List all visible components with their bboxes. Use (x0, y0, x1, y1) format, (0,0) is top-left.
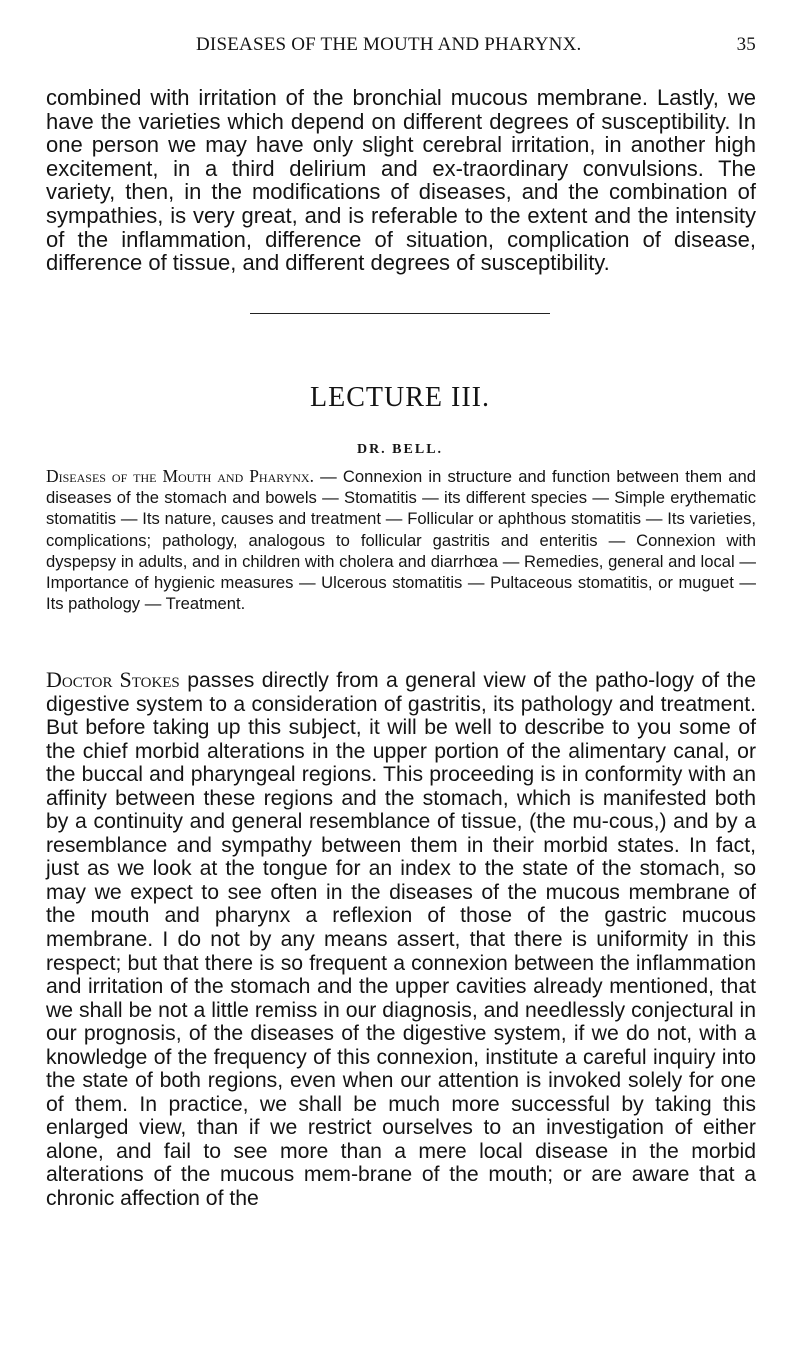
lecture-title: LECTURE III. (310, 382, 490, 413)
section-divider (250, 313, 550, 314)
paragraph-text: passes directly from a general view of the patho-logy of the digestive system to a consideration of gastritis, its pathology and treatment. But before taking up this subject, it will be well to describe to you some of the chief morbid alterations in the upper portion of the alimentary canal, or the buccal and pharyngeal regions. This proceeding is in conformity with an affinity between these regions and the stomach, which is manifested both by a continuity and general resemblance of tissue, (the mu-cous,) and by a resemblance and sympathy between them in their morbid states. In fact, just as we look at the tongue for an index to the state of the stomach, so may we expect to see often in the diseases of the mucous membrane of the mouth and pharynx a reflexion of those of the gastric mucous membrane. I do not by any means assert, that there is uniformity in this respect; but that there is so frequent a connexion between the inflammation and irritation of the stomach and the upper cavities already mentioned, that we shall be not a little remiss in our diagnosis, and needlessly conjectural in our prognosis, of the diseases of the digestive system, if we do not, with a knowledge of the frequency of this connexion, institute a careful inquiry into the state of both regions, even when our attention is invoked solely for one of them. In practice, we shall be much more successful by taking this enlarged view, than if we restrict ourselves to an investigation of either alone, and fail to see more than a mere local disease in the morbid alterations of the mucous mem-brane of the mouth; or are aware that a chronic affection of the (46, 669, 756, 1211)
page-number: 35 (736, 34, 756, 55)
running-head (196, 34, 756, 58)
summary-text: — Connexion in structure and function between them and diseases of the stomach and bowels — Stomatitis — its different species — Simple erythematic stomatitis — Its nature, causes and treatment — Follicular or aphthous stomatitis — Its varieties, complications; pathology, analogous to follicular gastritis and enteritis — Connexion with dyspepsy in adults, and in children with cholera and diarrhœa — Remedies, general and local — Importance of hygienic measures — Ulcerous stomatitis — Pultaceous stomatitis, or muguet — Its pathology — Treatment. (46, 467, 756, 614)
lecture-summary (46, 466, 756, 614)
paragraph-continued: combined with irritation of the bronchial mucous membrane. Lastly, we have the varieties which depend on different degrees of susceptibility. In one person we may have only slight cerebral irritation, in another high excitement, in a third delirium and ex-traordinary convulsions. The variety, then, in the modifications of diseases, and the combination of sympathies, is very great, and is referable to the extent and the intensity of the inflammation, difference of situation, complication of disease, difference of tissue, and different degrees of susceptibility. (46, 85, 756, 276)
paragraph-lead: Doctor Stokes (46, 667, 180, 692)
summary-lead: Diseases of the Mouth and Pharynx. (46, 466, 314, 486)
lecture-body-paragraph (46, 668, 756, 1211)
lecture-author: DR. BELL. (356, 442, 444, 457)
running-head-title: DISEASES OF THE MOUTH AND PHARYNX. (196, 34, 582, 55)
